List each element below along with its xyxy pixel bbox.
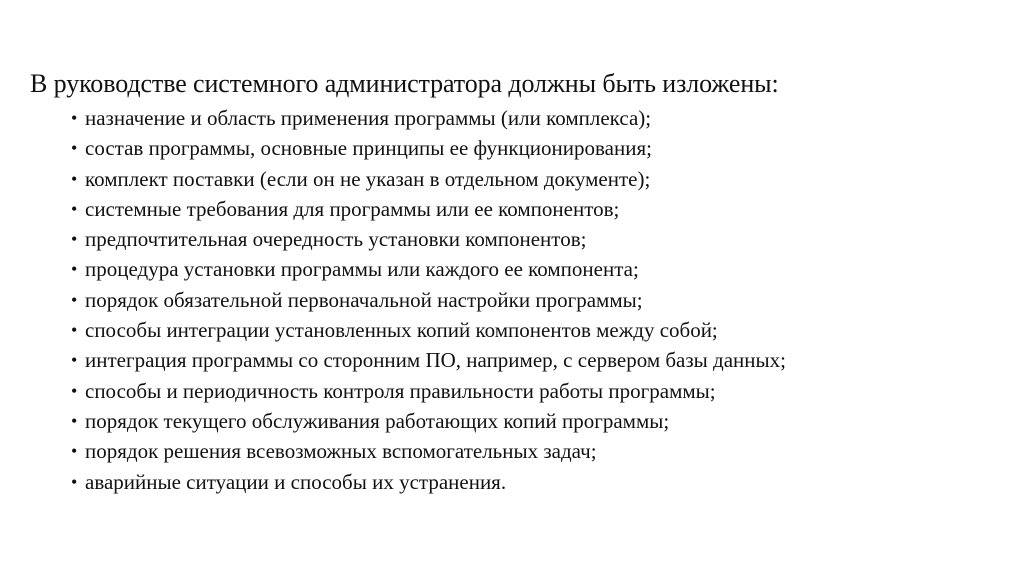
list-item-text: системные требования для программы или ее компонентов; [85,196,620,221]
list-item [71,285,1010,315]
list-item [71,254,1010,284]
list-item [71,194,1010,224]
bullet-icon: • [71,320,78,341]
bullet-icon: • [71,138,78,159]
list-item [71,345,1010,375]
bullet-icon: • [71,380,78,401]
bullet-icon: • [71,259,78,280]
list-item-text: состав программы, основные принципы ее функционирования; [85,136,652,161]
bullet-icon: • [71,229,78,250]
list-item-text: порядок обязательной первоначальной настройки программы; [85,287,643,312]
list-item-text: порядок решения всевозможных вспомогательных задач; [85,439,597,464]
list-item-text: способы и периодичность контроля правильности работы программы; [85,378,716,403]
bullet-icon: • [71,289,78,310]
bullet-icon: • [71,108,78,128]
list-item [71,133,1010,163]
bullet-icon: • [71,350,78,371]
slide-heading: В руководстве системного администратора должны быть изложены: [30,69,779,98]
list-item [71,164,1010,194]
list-item-text: предпочтительная очередность установки компонентов; [85,227,587,252]
list-item-text: интеграция программы со сторонним ПО, например, с сервером базы данных; [85,348,786,373]
list-item-text: аварийные ситуации и способы их устранения. [85,469,507,494]
list-item-text: комплект поставки (если он не указан в отдельном документе); [85,166,651,191]
list-item [71,406,1010,436]
list-item [71,436,1010,466]
list-item-text: назначение и область применения программы (или комплекса); [85,106,652,130]
requirements-list [30,103,1010,497]
bullet-icon: • [71,168,78,189]
list-item [71,376,1010,406]
bullet-icon: • [71,198,78,219]
bullet-icon: • [71,471,78,492]
list-item [71,467,1010,497]
bullet-icon: • [71,441,78,462]
bullet-icon: • [71,410,78,431]
list-item-text: порядок текущего обслуживания работающих копий программы; [85,408,670,433]
list-item [71,103,1010,133]
list-item [71,315,1010,345]
list-item [71,224,1010,254]
list-item-text: способы интеграции установленных копий компонентов между собой; [85,318,718,343]
list-item-text: процедура установки программы или каждого ее компонента; [85,257,639,282]
slide-content [30,66,1010,497]
